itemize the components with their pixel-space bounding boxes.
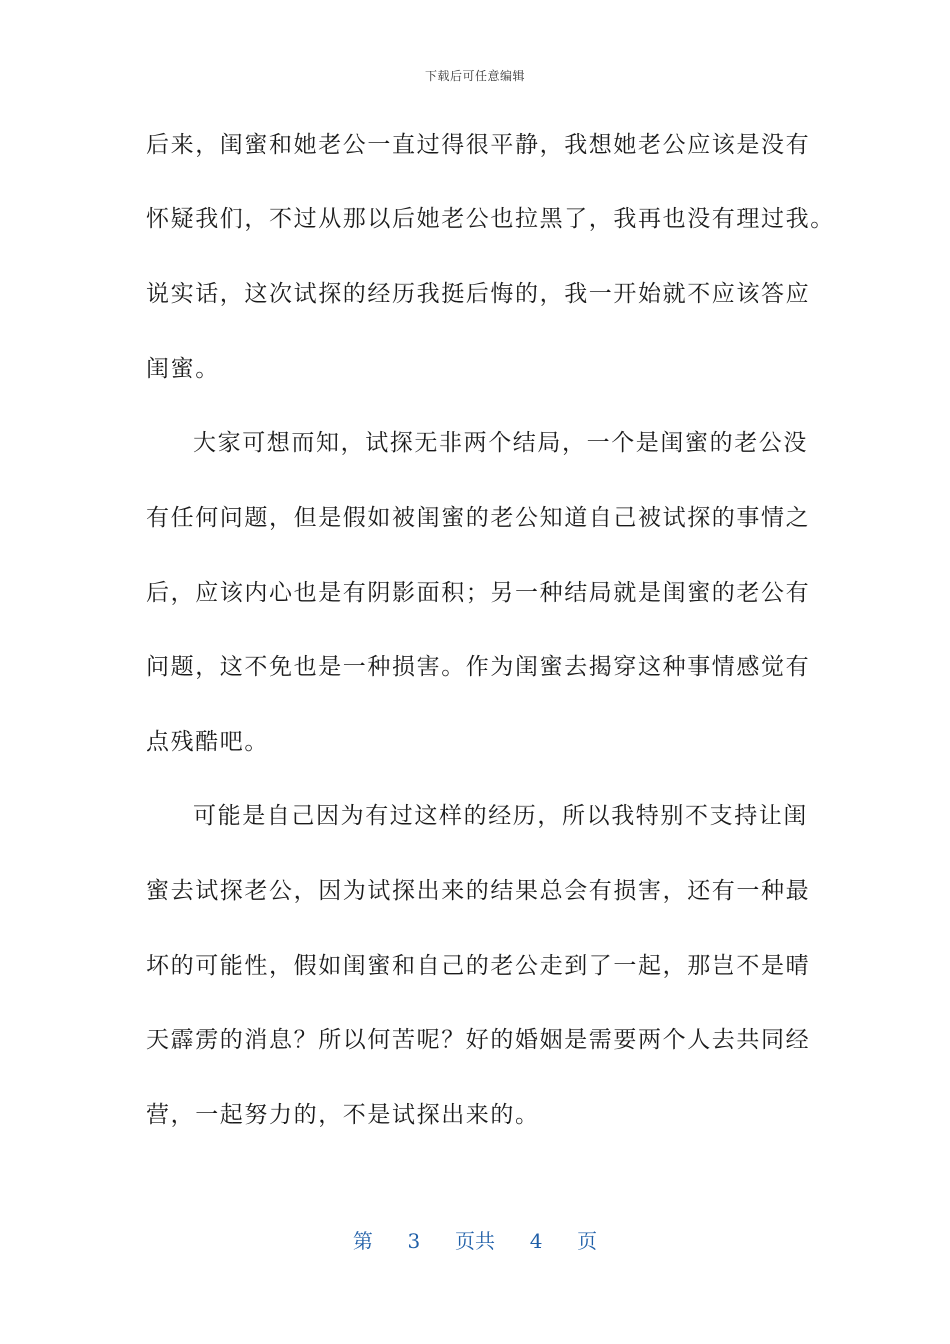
paragraph-start-line: 可能是自己因为有过这样的经历，所以我特别不支持让闺	[193, 803, 808, 829]
body-line: 闺蜜。	[146, 356, 220, 382]
body-line: 天霹雳的消息？所以何苦呢？好的婚姻是需要两个人去共同经	[146, 1027, 811, 1053]
body-line: 后，应该内心也是有阴影面积；另一种结局就是闺蜜的老公有	[146, 580, 811, 606]
header-note: 下载后可任意编辑	[424, 69, 525, 83]
body-line: 坏的可能性，假如闺蜜和自己的老公走到了一起，那岂不是晴	[146, 953, 811, 979]
footer-suffix: 页	[577, 1229, 598, 1253]
body-line: 说实话，这次试探的经历我挺后悔的，我一开始就不应该答应	[146, 281, 811, 307]
body-line: 问题，这不免也是一种损害。作为闺蜜去揭穿这种事情感觉有	[146, 654, 811, 680]
footer-middle: 页共	[455, 1229, 495, 1253]
body-line: 蜜去试探老公，因为试探出来的结果总会有损害，还有一种最	[146, 878, 811, 904]
body-line: 怀疑我们，不过从那以后她老公也拉黑了，我再也没有理过我。	[146, 206, 835, 232]
paragraph-start-line: 大家可想而知，试探无非两个结局，一个是闺蜜的老公没	[193, 430, 808, 456]
body-line: 有任何问题，但是假如被闺蜜的老公知道自己被试探的事情之	[146, 505, 811, 531]
body-line: 营，一起努力的，不是试探出来的。	[146, 1102, 540, 1128]
footer-total-pages: 4	[529, 1229, 543, 1253]
page-footer	[0, 1225, 950, 1254]
body-line: 后来，闺蜜和她老公一直过得很平静，我想她老公应该是没有	[146, 132, 811, 158]
footer-page-number: 3	[407, 1229, 421, 1253]
body-line: 点残酷吧。	[146, 729, 269, 755]
footer-prefix: 第	[352, 1229, 373, 1253]
